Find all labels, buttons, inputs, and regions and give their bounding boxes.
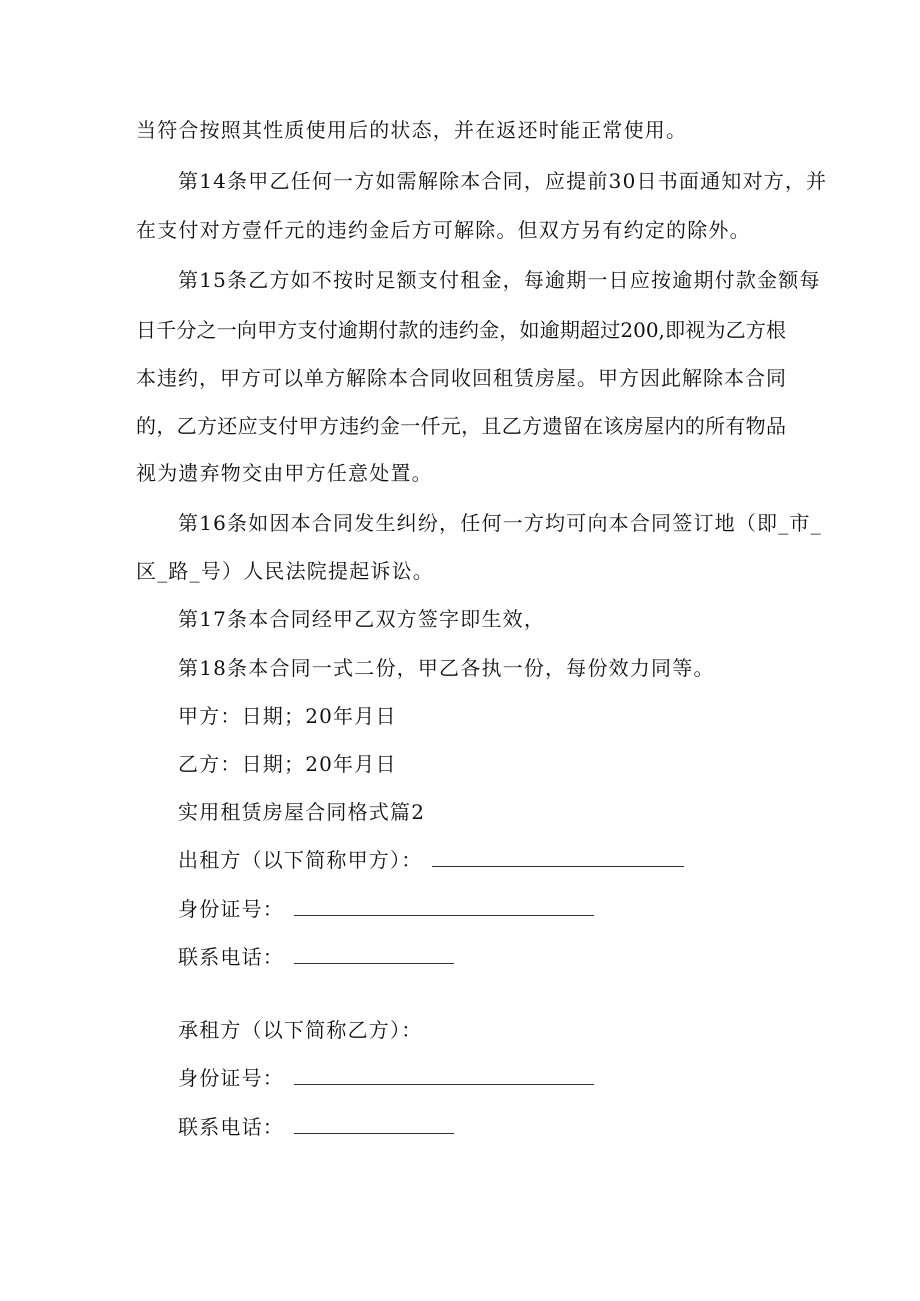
lessee-phone-field (178, 1115, 454, 1139)
clause-14-line-1: 第14条甲乙任何一方如需解除本合同，应提前30日书面通知对方，并 (178, 169, 828, 193)
clause-18-line: 第18条本合同一式二份，甲乙各执一份，每份效力同等。 (178, 656, 715, 680)
clause-17-line: 第17条本合同经甲乙双方签字即生效， (178, 607, 546, 631)
lessee-label: 承租方（以下简称乙方）： (178, 1018, 423, 1042)
lessor-label: 出租方（以下简称甲方）： (178, 848, 423, 872)
clause-15-line-1: 第15条乙方如不按时足额支付租金，每逾期一日应按逾期付款金额每 (178, 268, 821, 292)
lessee-phone-blank (294, 1119, 454, 1134)
lessor-field (178, 848, 684, 872)
lessor-id-label: 身份证号： (178, 897, 284, 921)
party-a-signature-line: 甲方：日期；20年月日 (178, 704, 397, 728)
lessee-field (178, 1018, 422, 1042)
party-b-signature-line: 乙方：日期；20年月日 (178, 752, 397, 776)
paragraph-line: 当符合按照其性质使用后的状态，并在返还时能正常使用。 (136, 118, 688, 142)
lessee-id-blank (294, 1070, 594, 1085)
section-heading: 实用租赁房屋合同格式篇2 (178, 800, 426, 824)
clause-15-line-5: 视为遗弃物交由甲方任意处置。 (136, 461, 433, 485)
lessee-id-field (178, 1066, 594, 1090)
clause-16-line-2: 区_路_号）人民法院提起诉讼。 (136, 559, 434, 583)
lessor-phone-field (178, 945, 454, 969)
clause-15-line-4: 的，乙方还应支付甲方违约金一仟元，且乙方遗留在该房屋内的所有物品 (136, 414, 786, 438)
clause-16-line-1: 第16条如因本合同发生纠纷，任何一方均可向本合同签订地（即_市_ (178, 511, 822, 535)
lessor-id-field (178, 897, 594, 921)
lessor-phone-blank (294, 949, 454, 964)
clause-14-line-2: 在支付对方壹仟元的违约金后方可解除。但双方另有约定的除外。 (136, 218, 751, 242)
lessee-id-label: 身份证号： (178, 1066, 284, 1090)
lessee-phone-label: 联系电话： (178, 1115, 284, 1139)
lessor-phone-label: 联系电话： (178, 945, 284, 969)
clause-15-line-2: 日千分之一向甲方支付逾期付款的违约金，如逾期超过200,即视为乙方根 (136, 318, 786, 342)
lessor-id-blank (294, 901, 594, 916)
lessor-blank (432, 852, 684, 867)
clause-15-line-3: 本违约，甲方可以单方解除本合同收回租赁房屋。甲方因此解除本合同 (136, 366, 786, 390)
